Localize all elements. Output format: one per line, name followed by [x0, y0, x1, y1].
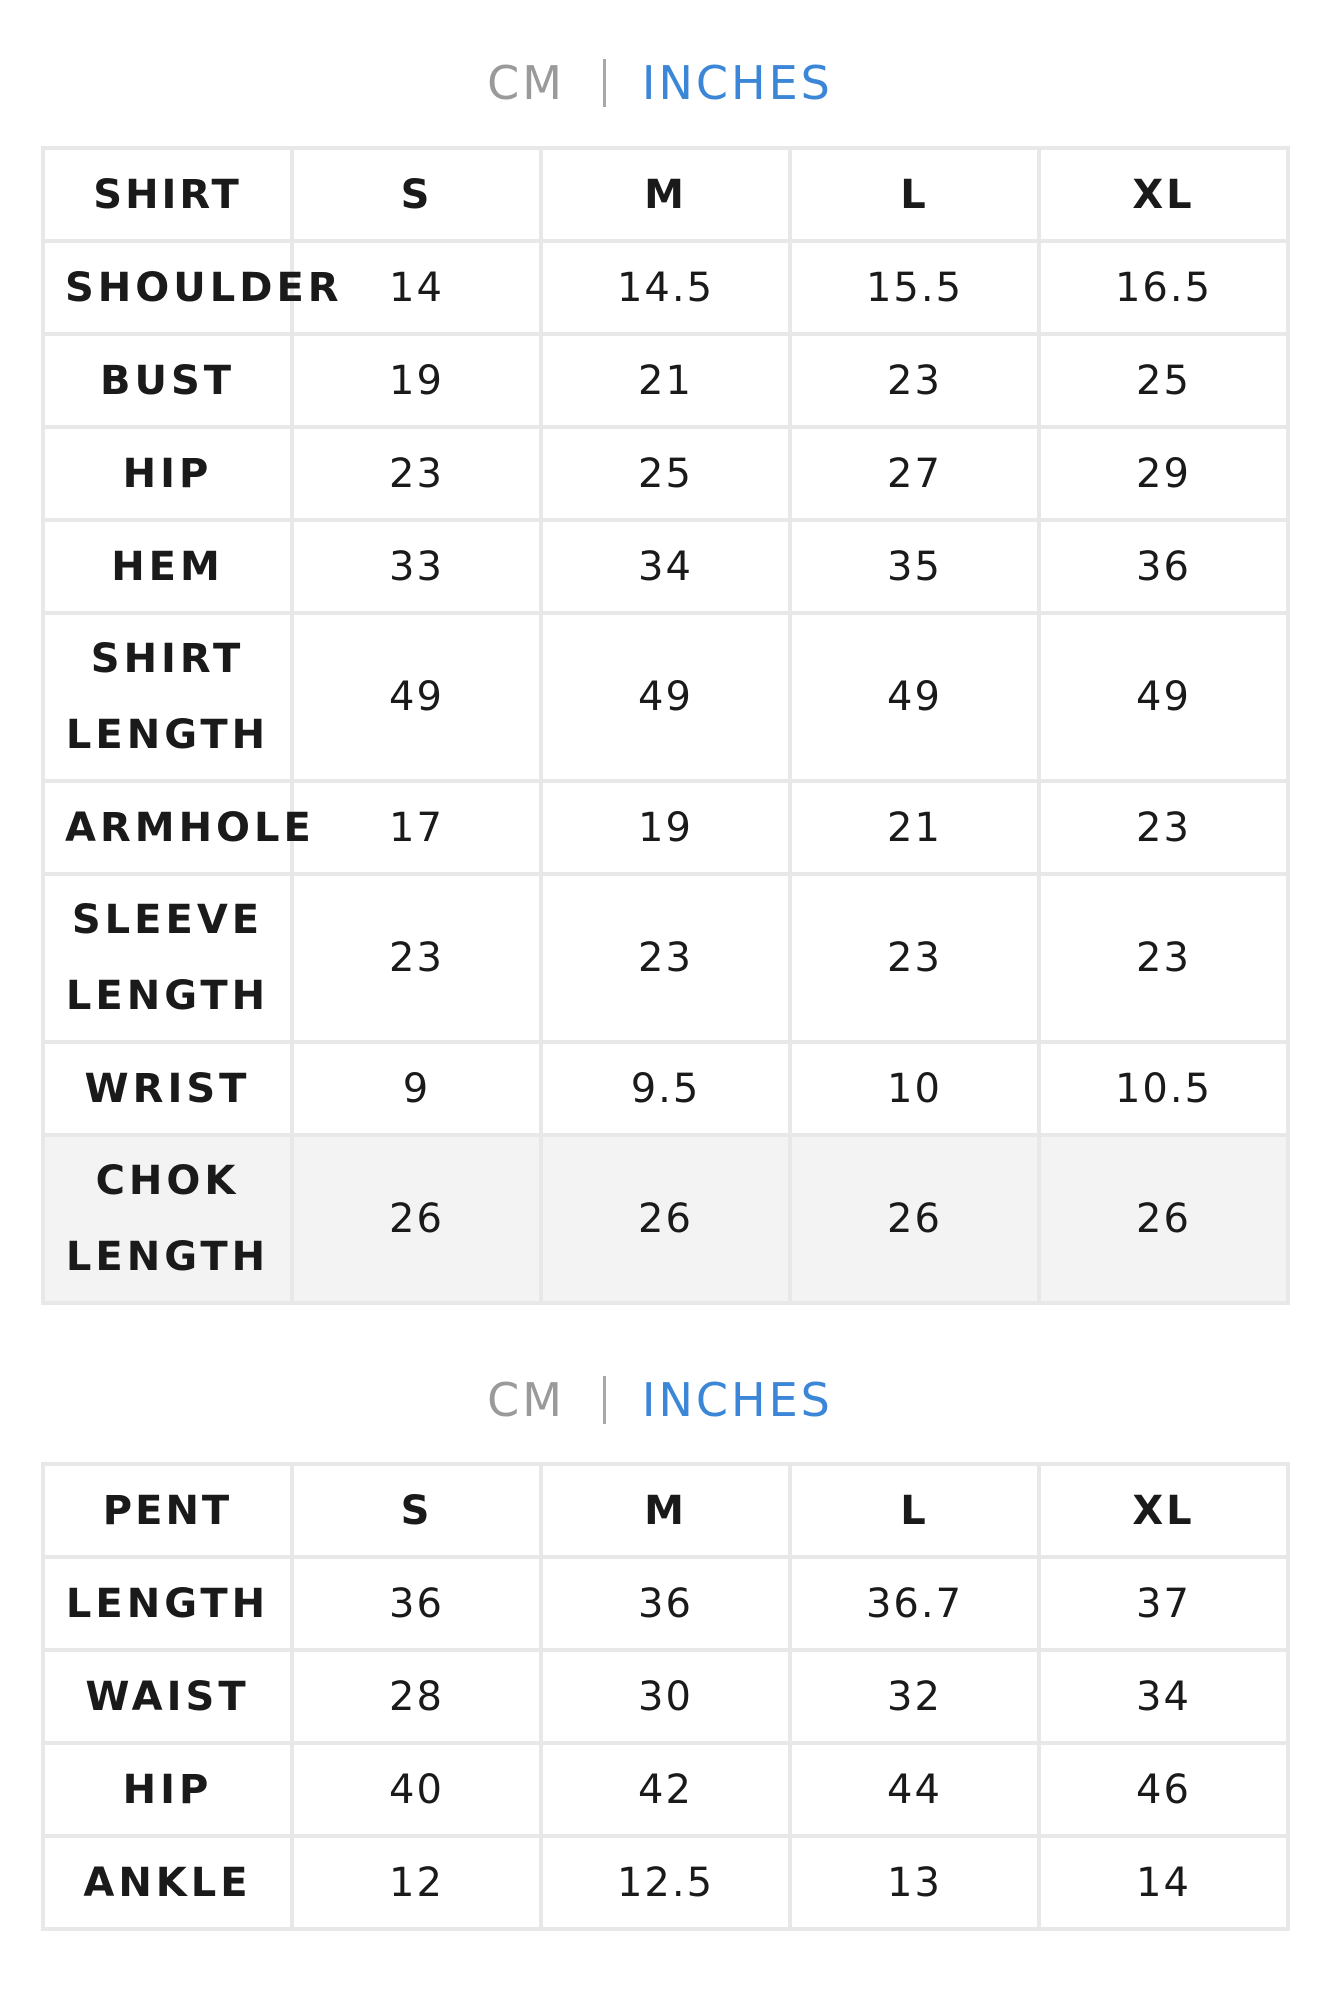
table-cell: 23	[1039, 781, 1288, 874]
table-cell: 49	[541, 613, 790, 781]
row-label-length: LENGTH	[43, 1557, 292, 1650]
shirt-header-garment: SHIRT	[43, 148, 292, 241]
shirt-header-size-s: S	[292, 148, 541, 241]
row-label-chok-length: CHOK LENGTH	[43, 1135, 292, 1303]
row-label-armhole: ARMHOLE	[43, 781, 292, 874]
shirt-unit-toggle	[0, 48, 1320, 118]
table-cell: 23	[1039, 874, 1288, 1042]
shirt-table-header-row	[43, 148, 1288, 241]
table-row	[43, 241, 1288, 334]
pant-table-header-row	[43, 1464, 1288, 1557]
row-label-sleeve-length: SLEEVE LENGTH	[43, 874, 292, 1042]
table-cell: 36	[541, 1557, 790, 1650]
table-cell: 9.5	[541, 1042, 790, 1135]
table-cell: 36.7	[790, 1557, 1039, 1650]
table-cell: 13	[790, 1836, 1039, 1929]
table-cell: 21	[541, 334, 790, 427]
pant-unit-cm-option[interactable]: CM	[487, 1373, 565, 1427]
table-cell: 40	[292, 1743, 541, 1836]
table-row	[43, 1650, 1288, 1743]
table-cell: 49	[1039, 613, 1288, 781]
table-cell: 23	[292, 427, 541, 520]
table-cell: 49	[790, 613, 1039, 781]
pant-header-size-l: L	[790, 1464, 1039, 1557]
table-row	[43, 1042, 1288, 1135]
table-cell: 14.5	[541, 241, 790, 334]
row-label-hip: HIP	[43, 427, 292, 520]
table-cell: 23	[292, 874, 541, 1042]
table-cell: 19	[292, 334, 541, 427]
table-cell: 9	[292, 1042, 541, 1135]
row-label-bust: BUST	[43, 334, 292, 427]
table-cell: 37	[1039, 1557, 1288, 1650]
table-cell: 19	[541, 781, 790, 874]
table-row	[43, 874, 1288, 1042]
row-label-hem: HEM	[43, 520, 292, 613]
table-cell: 25	[1039, 334, 1288, 427]
shirt-size-table	[41, 146, 1290, 1305]
table-cell: 36	[292, 1557, 541, 1650]
table-cell: 16.5	[1039, 241, 1288, 334]
table-cell: 29	[1039, 427, 1288, 520]
pant-header-garment: PENT	[43, 1464, 292, 1557]
row-label-hip: HIP	[43, 1743, 292, 1836]
table-row	[43, 1135, 1288, 1303]
unit-divider	[603, 59, 606, 107]
shirt-unit-cm-option[interactable]: CM	[487, 56, 565, 110]
table-cell: 26	[790, 1135, 1039, 1303]
table-cell: 12.5	[541, 1836, 790, 1929]
table-cell: 26	[541, 1135, 790, 1303]
table-cell: 34	[1039, 1650, 1288, 1743]
table-row	[43, 427, 1288, 520]
unit-divider	[603, 1376, 606, 1424]
table-cell: 14	[292, 241, 541, 334]
table-cell: 23	[541, 874, 790, 1042]
row-label-shirt-length: SHIRT LENGTH	[43, 613, 292, 781]
pant-header-size-m: M	[541, 1464, 790, 1557]
shirt-header-size-xl: XL	[1039, 148, 1288, 241]
table-cell: 10.5	[1039, 1042, 1288, 1135]
row-label-wrist: WRIST	[43, 1042, 292, 1135]
table-row	[43, 520, 1288, 613]
table-cell: 27	[790, 427, 1039, 520]
table-row	[43, 613, 1288, 781]
table-cell: 33	[292, 520, 541, 613]
table-row	[43, 334, 1288, 427]
pant-size-table	[41, 1462, 1290, 1931]
table-row	[43, 1836, 1288, 1929]
table-row	[43, 781, 1288, 874]
table-cell: 12	[292, 1836, 541, 1929]
pant-header-size-xl: XL	[1039, 1464, 1288, 1557]
table-cell: 23	[790, 874, 1039, 1042]
table-cell: 23	[790, 334, 1039, 427]
row-label-shoulder: SHOULDER	[43, 241, 292, 334]
table-row	[43, 1557, 1288, 1650]
pant-unit-inches-option[interactable]: INCHES	[641, 1373, 833, 1427]
table-cell: 25	[541, 427, 790, 520]
table-cell: 49	[292, 613, 541, 781]
table-cell: 44	[790, 1743, 1039, 1836]
pant-unit-toggle	[0, 1365, 1320, 1435]
table-cell: 17	[292, 781, 541, 874]
table-cell: 46	[1039, 1743, 1288, 1836]
pant-header-size-s: S	[292, 1464, 541, 1557]
shirt-header-size-m: M	[541, 148, 790, 241]
table-cell: 26	[292, 1135, 541, 1303]
table-cell: 26	[1039, 1135, 1288, 1303]
table-cell: 28	[292, 1650, 541, 1743]
table-cell: 32	[790, 1650, 1039, 1743]
row-label-waist: WAIST	[43, 1650, 292, 1743]
table-cell: 35	[790, 520, 1039, 613]
table-cell: 42	[541, 1743, 790, 1836]
table-cell: 36	[1039, 520, 1288, 613]
shirt-unit-inches-option[interactable]: INCHES	[641, 56, 833, 110]
table-cell: 30	[541, 1650, 790, 1743]
table-cell: 21	[790, 781, 1039, 874]
table-cell: 10	[790, 1042, 1039, 1135]
row-label-ankle: ANKLE	[43, 1836, 292, 1929]
table-cell: 15.5	[790, 241, 1039, 334]
shirt-header-size-l: L	[790, 148, 1039, 241]
table-cell: 14	[1039, 1836, 1288, 1929]
table-row	[43, 1743, 1288, 1836]
table-cell: 34	[541, 520, 790, 613]
